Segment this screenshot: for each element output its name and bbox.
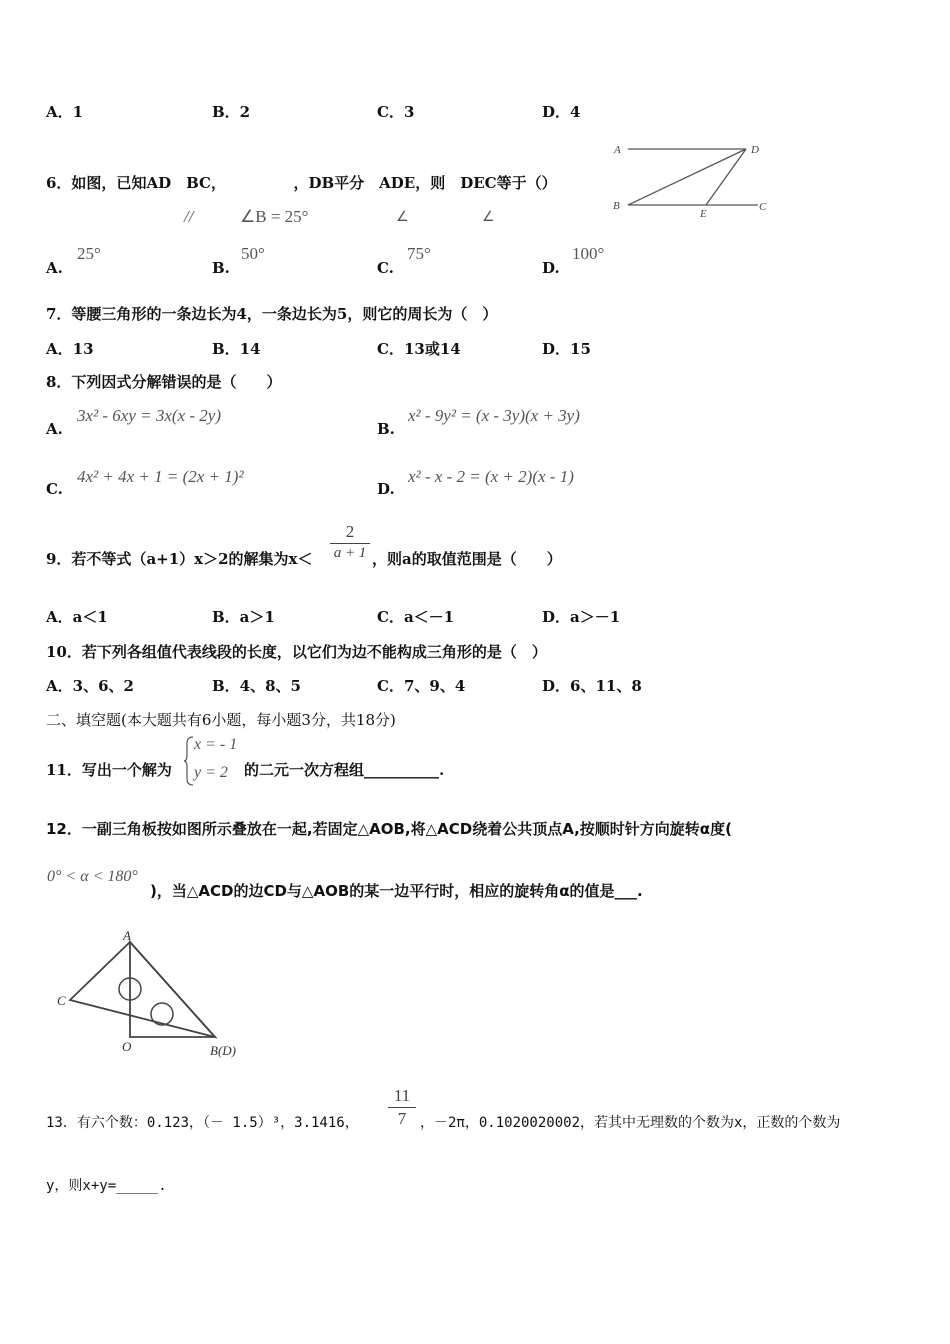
q12-label-c: C bbox=[57, 993, 66, 1008]
q6-value-a: 25° bbox=[77, 244, 101, 263]
q6-angle-symbol-1: ∠ bbox=[396, 210, 409, 225]
q8-label-d: D. bbox=[377, 480, 395, 498]
q6-label-e: E bbox=[700, 208, 707, 218]
q13-post: ，－2π，0.1020020002，若其中无理数的个数为x，正数的个数为 bbox=[420, 1115, 841, 1131]
q13-fraction-num: 11 bbox=[393, 1086, 411, 1105]
q9-option-d: D．a＞－1 bbox=[542, 608, 621, 626]
q9-option-b: B．a＞1 bbox=[212, 608, 275, 626]
q11-pre: 11．写出一个解为 bbox=[46, 761, 172, 779]
q13-fraction-den: 7 bbox=[397, 1109, 407, 1128]
q6-figure bbox=[608, 138, 778, 218]
q6-value-c: 75° bbox=[407, 244, 431, 263]
q9-option-a: A．a＜1 bbox=[46, 608, 108, 626]
q13-pre: 13．有六个数：0.123，（－ 1.5）³，3.1416， bbox=[46, 1115, 359, 1131]
q9-fraction-num: 2 bbox=[345, 522, 355, 541]
q6-value-d: 100° bbox=[572, 244, 605, 263]
q8-expr-d: x² - x - 2 = (x + 2)(x - 1) bbox=[408, 467, 574, 486]
q6-angle-b: ∠B = 25° bbox=[240, 207, 309, 226]
q6-label-d-option: D. bbox=[542, 259, 560, 277]
q6-label-d: D bbox=[751, 144, 759, 156]
q8-label-a: A. bbox=[46, 420, 63, 438]
q7-option-a: A．13 bbox=[46, 340, 94, 358]
q6-line-bd bbox=[628, 149, 746, 205]
q12-label-a: A bbox=[123, 928, 131, 943]
q12-triangle-acd bbox=[70, 942, 215, 1037]
q12-line-1: 12．一副三角板按如图所示叠放在一起,若固定△AOB,将△ACD绕着公共顶点A,按顺时针方向旋转α度( bbox=[46, 820, 732, 838]
q6-value-b: 50° bbox=[241, 244, 265, 263]
q12-circle-2 bbox=[151, 1003, 173, 1025]
q7-option-d: D．15 bbox=[542, 340, 591, 358]
q8-stem: 8．下列因式分解错误的是（ ） bbox=[46, 373, 282, 391]
section-2-heading: 二、填空题(本大题共有6小题，每小题3分，共18分) bbox=[46, 711, 396, 729]
q7-stem: 7．等腰三角形的一条边长为4，一条边长为5，则它的周长为（ ） bbox=[46, 305, 498, 323]
q10-option-a: A．3、6、2 bbox=[46, 677, 134, 695]
q6-line-de bbox=[706, 149, 746, 205]
q10-option-b: B．4、8、5 bbox=[212, 677, 301, 695]
q12-line-2: )，当△ACD的边CD与△AOB的某一边平行时，相应的旋转角α的值是___. bbox=[150, 882, 643, 900]
q6-label-a-option: A. bbox=[46, 259, 63, 277]
q5-option-b: B．2 bbox=[212, 103, 251, 121]
q10-option-c: C．7、9、4 bbox=[377, 677, 466, 695]
q8-label-b: B. bbox=[377, 420, 395, 438]
q13-line-2: y，则x+y=_____. bbox=[46, 1178, 167, 1194]
q9-stem-post: ，则a的取值范围是（ ） bbox=[372, 550, 562, 568]
q5-option-c: C．3 bbox=[377, 103, 415, 121]
q11-equation-2: y = 2 bbox=[194, 764, 228, 781]
q6-label-c-option: C. bbox=[377, 259, 394, 277]
q12-label-o: O bbox=[122, 1039, 132, 1054]
q5-option-d: D．4 bbox=[542, 103, 581, 121]
q5-option-a: A．1 bbox=[46, 103, 84, 121]
q8-expr-c: 4x² + 4x + 1 = (2x + 1)² bbox=[77, 467, 244, 486]
q11-equation-1: x = - 1 bbox=[194, 736, 238, 753]
q8-expr-a: 3x² - 6xy = 3x(x - 2y) bbox=[77, 406, 221, 425]
q6-label-b-option: B. bbox=[212, 259, 230, 277]
q10-stem: 10．若下列各组值代表线段的长度，以它们为边不能构成三角形的是（ ） bbox=[46, 643, 547, 661]
q9-option-c: C．a＜－1 bbox=[377, 608, 455, 626]
q12-range: 0° < α < 180° bbox=[47, 868, 138, 885]
q6-stem: 6．如图，已知AD BC， ，DB平分 ADE，则 DEC等于（） bbox=[46, 174, 557, 192]
q7-option-c: C．13或14 bbox=[377, 340, 461, 358]
q8-expr-b: x² - 9y² = (x - 3y)(x + 3y) bbox=[408, 406, 580, 425]
q7-option-b: B．14 bbox=[212, 340, 261, 358]
q10-option-d: D．6、11、8 bbox=[542, 677, 642, 695]
q12-figure bbox=[50, 925, 270, 1065]
q9-stem-pre: 9．若不等式（a+1）x＞2的解集为x＜ bbox=[46, 550, 313, 568]
q13-fraction bbox=[388, 1086, 416, 1129]
q9-fraction bbox=[330, 522, 370, 562]
q9-fraction-den: a + 1 bbox=[333, 545, 367, 561]
q6-parallel-symbol: // bbox=[184, 207, 194, 226]
q6-label-a: A bbox=[614, 144, 621, 156]
q12-label-bd: B(D) bbox=[210, 1043, 236, 1058]
q6-angle-symbol-2: ∠ bbox=[482, 210, 495, 225]
q6-label-c: C bbox=[759, 201, 767, 213]
q8-label-c: C. bbox=[46, 480, 63, 498]
q11-post: 的二元一次方程组__________. bbox=[244, 761, 445, 779]
q6-label-b: B bbox=[613, 200, 620, 212]
